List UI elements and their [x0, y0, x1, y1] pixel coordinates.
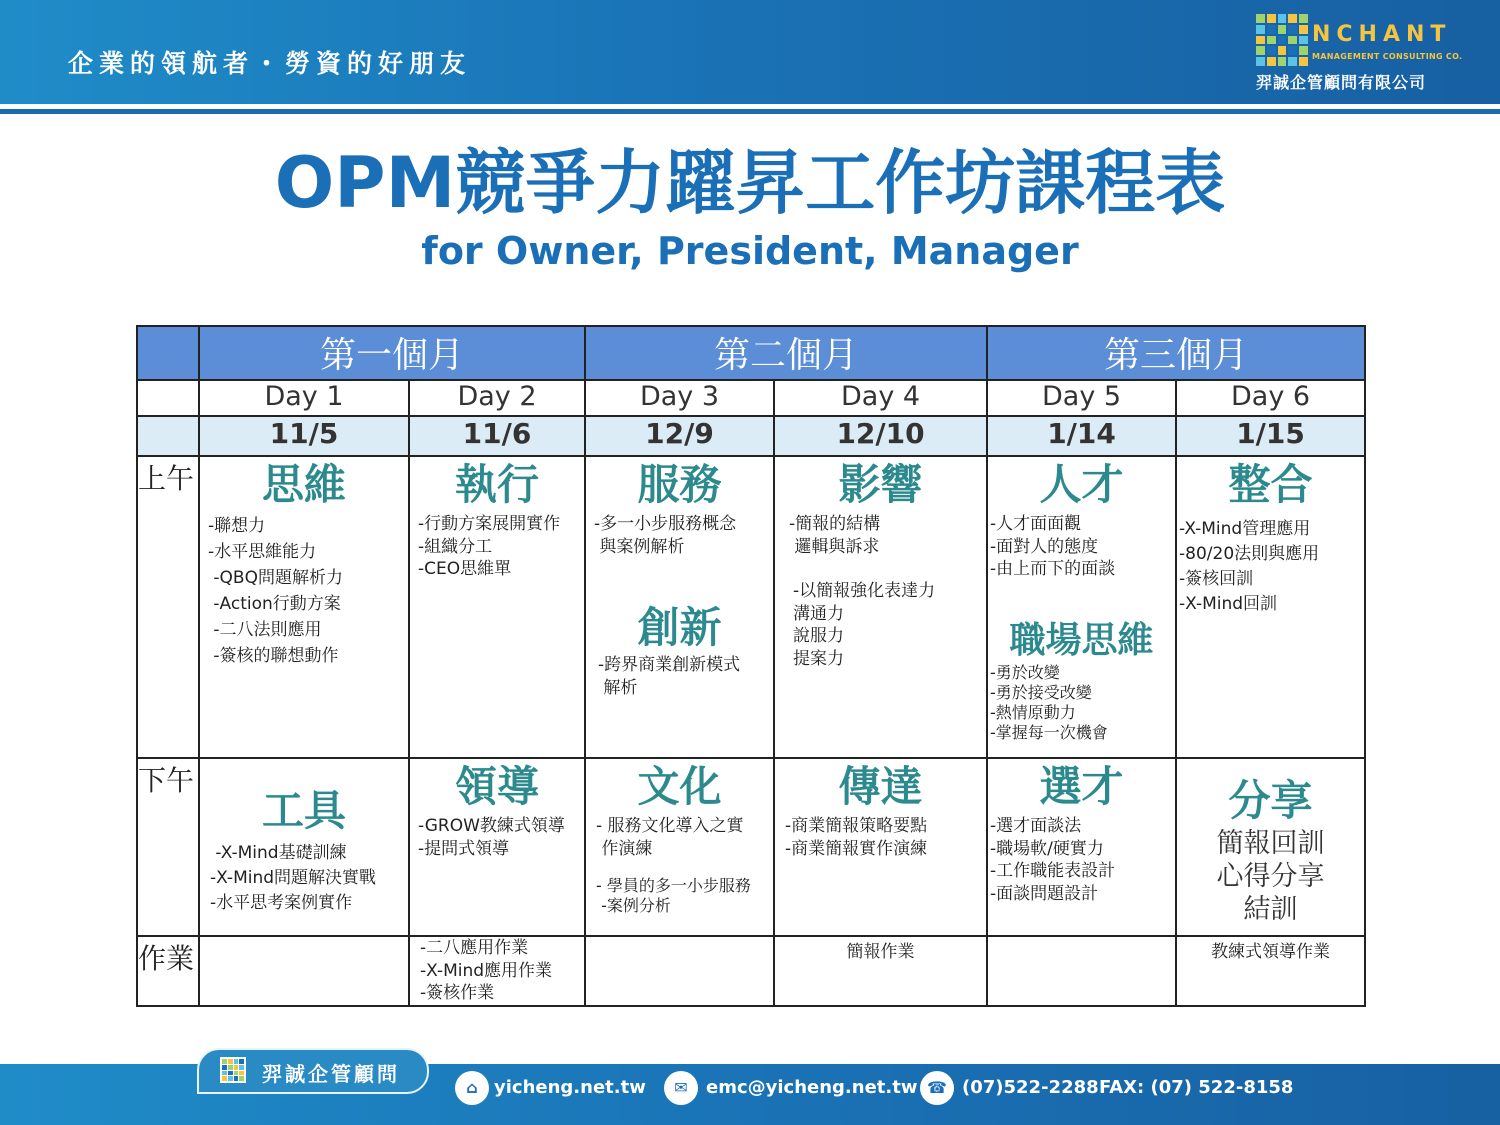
header-divider-blue	[0, 109, 1500, 114]
pm-day-1-items: -X-Mind基礎訓練 -X-Mind問題解決實戰 -水平思考案例實作	[210, 843, 377, 913]
hw-day-3-cell	[585, 936, 774, 1006]
date-row	[137, 416, 1365, 456]
date-row-label-cell	[137, 416, 199, 456]
date-4: 12/10	[774, 416, 987, 456]
pm-day-1-cell	[199, 758, 409, 936]
date-2: 11/6	[409, 416, 585, 456]
am-day-5-items-2: -勇於改變 -勇於接受改變 -熱情原動力 -掌握每一次機會	[990, 662, 1108, 742]
footer-logo-icon	[220, 1057, 246, 1083]
am-day-4-items-2: -以簡報強化表達力 溝通力 說服力 提案力	[793, 581, 936, 669]
am-day-3-items-2: -跨界商業創新模式 解析	[598, 655, 741, 698]
hw-day-6-items: 教練式領導作業	[1211, 942, 1331, 962]
footer-website-link[interactable]: yicheng.net.tw	[494, 1077, 646, 1098]
phone-icon: ☎	[920, 1071, 954, 1105]
pm-day-6-items: 簡報回訓 心得分享 結訓	[1216, 828, 1325, 925]
company-logo-icon	[1256, 14, 1308, 66]
page-subtitle: for Owner, President, Manager	[421, 229, 1079, 273]
pm-day-5-items: -選才面談法 -職場軟/硬實力 -工作職能表設計 -面談問題設計	[990, 816, 1116, 904]
day-6: Day 6	[1176, 380, 1365, 416]
day-row	[137, 380, 1365, 416]
am-day-2-items: -行動方案展開實作 -組織分工 -CEO思維單	[418, 514, 561, 579]
month-2-header: 第二個月	[585, 326, 987, 380]
am-day-1-topic: 思維	[261, 460, 346, 509]
brand-name: NCHANT	[1312, 22, 1452, 47]
pm-day-3-topic: 文化	[637, 762, 722, 811]
date-1: 11/5	[199, 416, 409, 456]
homework-row	[137, 936, 1365, 1006]
date-3: 12/9	[585, 416, 774, 456]
pm-day-4-items: -商業簡報策略要點 -商業簡報實作演練	[785, 816, 928, 859]
pm-day-4-cell	[774, 758, 987, 936]
pm-day-3-items-2: - 學員的多一小步服務 -案例分析	[596, 876, 751, 915]
day-5: Day 5	[987, 380, 1176, 416]
corner-cell	[137, 326, 199, 380]
pm-day-4-topic: 傳達	[838, 762, 923, 811]
day-row-label-cell	[137, 380, 199, 416]
am-day-2-topic: 執行	[455, 460, 540, 509]
am-day-5-cell	[987, 456, 1176, 758]
day-4: Day 4	[774, 380, 987, 416]
brand-subtitle: MANAGEMENT CONSULTING CO.	[1312, 52, 1463, 61]
row-label-afternoon: 下午	[137, 758, 199, 936]
row-label-morning: 上午	[137, 456, 199, 758]
am-day-4-items: -簡報的結構 邏輯與訴求	[789, 514, 881, 557]
am-day-6-cell	[1176, 456, 1365, 758]
footer-email-link[interactable]: emc@yicheng.net.tw	[706, 1077, 918, 1098]
home-icon: ⌂	[455, 1071, 489, 1105]
am-day-1-items: -聯想力 -水平思維能力 -QBQ問題解析力 -Action行動方案 -二八法則應用 -簽核的聯想動作	[208, 516, 343, 666]
hw-day-2-cell	[409, 936, 585, 1006]
pm-day-5-cell	[987, 758, 1176, 936]
day-1: Day 1	[199, 380, 409, 416]
month-header-row	[137, 326, 1365, 380]
pm-day-3-cell	[585, 758, 774, 936]
afternoon-row	[137, 758, 1365, 936]
month-3-header: 第三個月	[987, 326, 1365, 380]
pm-day-6-cell	[1176, 758, 1365, 936]
pm-day-2-cell	[409, 758, 585, 936]
footer-phone: (07)522-2288	[962, 1077, 1099, 1098]
pm-day-5-topic: 選才	[1039, 762, 1124, 811]
am-day-3-cell	[585, 456, 774, 758]
am-day-3-topic-2: 創新	[637, 603, 722, 652]
am-day-1-cell	[199, 456, 409, 758]
tagline: 企業的領航者・勞資的好朋友	[68, 49, 472, 78]
date-6: 1/15	[1176, 416, 1365, 456]
pm-day-2-topic: 領導	[455, 762, 540, 811]
month-1-header: 第一個月	[199, 326, 585, 380]
morning-row	[137, 456, 1365, 758]
brand-chinese-name: 羿誠企管顧問有限公司	[1256, 73, 1427, 92]
am-day-4-cell	[774, 456, 987, 758]
am-day-2-cell	[409, 456, 585, 758]
am-day-4-topic: 影響	[838, 460, 923, 509]
footer-company-name: 羿誠企管顧問	[262, 1062, 400, 1086]
hw-day-6-cell	[1176, 936, 1365, 1006]
am-day-6-items: -X-Mind管理應用 -80/20法則與應用 -簽核回訓 -X-Mind回訓	[1179, 519, 1320, 614]
pm-day-1-topic: 工具	[261, 786, 346, 835]
hw-day-4-cell	[774, 936, 987, 1006]
page-title: OPM競爭力躍昇工作坊課程表	[274, 142, 1226, 224]
footer-fax: FAX: (07) 522-8158	[1099, 1077, 1294, 1098]
am-day-3-topic: 服務	[637, 460, 722, 509]
am-day-3-items: -多一小步服務概念 與案例解析	[594, 514, 737, 557]
schedule-table	[136, 325, 1366, 1007]
pm-day-2-items: -GROW教練式領導 -提問式領導	[418, 816, 565, 859]
am-day-5-items: -人才面面觀 -面對人的態度 -由上而下的面談	[990, 514, 1116, 579]
pm-day-3-items: - 服務文化導入之實 作演練	[596, 816, 744, 859]
hw-day-5-cell	[987, 936, 1176, 1006]
day-2: Day 2	[409, 380, 585, 416]
am-day-5-topic-2: 職場思維	[1009, 619, 1154, 661]
hw-day-4-items: 簡報作業	[846, 942, 915, 962]
am-day-6-topic: 整合	[1228, 460, 1313, 509]
pm-day-6-topic: 分享	[1228, 776, 1313, 825]
day-3: Day 3	[585, 380, 774, 416]
row-label-homework: 作業	[137, 936, 199, 1006]
mail-icon: ✉	[664, 1071, 698, 1105]
am-day-5-topic: 人才	[1039, 460, 1124, 509]
date-5: 1/14	[987, 416, 1176, 456]
hw-day-1-cell	[199, 936, 409, 1006]
hw-day-2-items: -二八應用作業 -X-Mind應用作業 -簽核作業	[420, 938, 553, 1003]
